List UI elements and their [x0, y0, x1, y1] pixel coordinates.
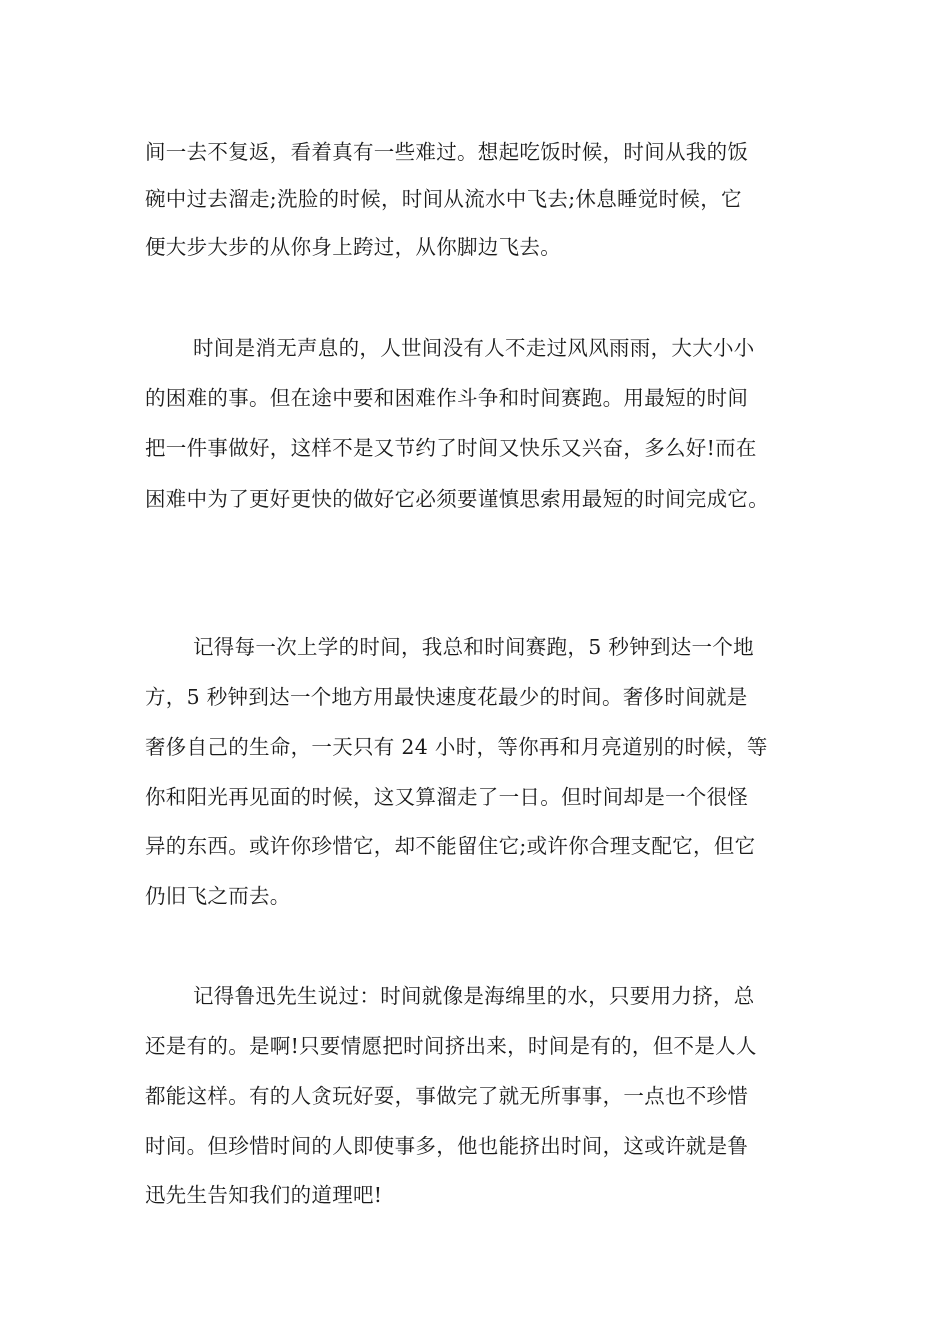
- paragraph-line: 都能这样。有的人贪玩好耍，事做完了就无所事事，一点也不珍惜: [145, 1084, 749, 1108]
- paragraph-line: 迅先生告知我们的道理吧!: [145, 1183, 383, 1207]
- paragraph-line: 的困难的事。但在途中要和困难作斗争和时间赛跑。用最短的时间: [145, 386, 749, 410]
- paragraph-line: 奢侈自己的生命，一天只有 24 小时，等你再和月亮道别的时候，等: [145, 735, 768, 759]
- paragraph-line: 仍旧飞之而去。: [145, 884, 291, 908]
- paragraph-line: 时间。但珍惜时间的人即使事多，他也能挤出时间，这或许就是鲁: [145, 1134, 749, 1158]
- paragraph-line: 你和阳光再见面的时候，这又算溜走了一日。但时间却是一个很怪: [145, 785, 749, 809]
- paragraph-line: 方，5 秒钟到达一个地方用最快速度花最少的时间。奢侈时间就是: [145, 685, 748, 709]
- paragraph-line: 记得鲁迅先生说过：时间就像是海绵里的水，只要用力挤，总: [193, 984, 755, 1008]
- paragraph-line: 碗中过去溜走;洗脸的时候，时间从流水中飞去;休息睡觉时候，它: [145, 187, 742, 211]
- paragraph-line: 还是有的。是啊!只要情愿把时间挤出来，时间是有的，但不是人人: [145, 1034, 757, 1058]
- paragraph-line: 记得每一次上学的时间，我总和时间赛跑，5 秒钟到达一个地: [193, 635, 754, 659]
- paragraph-line: 便大步大步的从你身上跨过，从你脚边飞去。: [145, 235, 561, 259]
- paragraph-line: 把一件事做好，这样不是又节约了时间又快乐又兴奋，多么好!而在: [145, 436, 757, 460]
- paragraph-line: 间一去不复返，看着真有一些难过。想起吃饭时候，时间从我的饭: [145, 140, 749, 164]
- paragraph-line: 异的东西。或许你珍惜它，却不能留住它;或许你合理支配它，但它: [145, 834, 756, 858]
- paragraph-line: 困难中为了更好更快的做好它必须要谨慎思索用最短的时间完成它。: [145, 487, 769, 511]
- paragraph-line: 时间是消无声息的，人世间没有人不走过风风雨雨，大大小小: [193, 336, 755, 360]
